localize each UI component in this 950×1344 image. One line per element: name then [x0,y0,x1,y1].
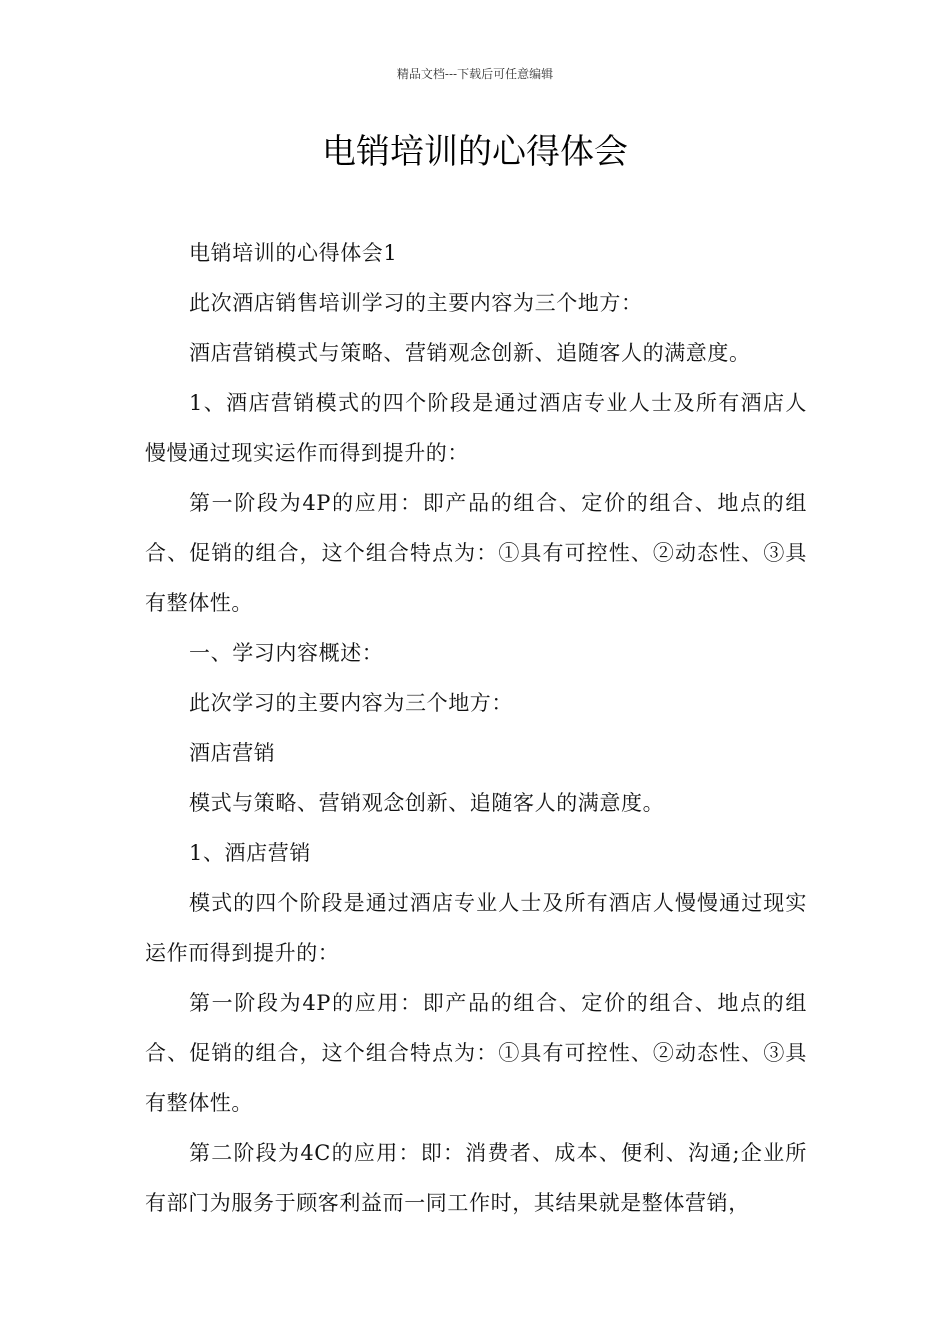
paragraph: 模式与策略、营销观念创新、追随客人的满意度。 [189,791,665,815]
paragraph: 此次学习的主要内容为三个地方： [189,691,513,715]
paragraph: 酒店营销 [189,741,276,765]
paragraph: 第一阶段为4P的应用：即产品的组合、定价的组合、地点的组合、促销的组合，这个组合特点为：①具有可控性、②动态性、③具有整体性。 [145,491,807,615]
paragraph: 此次酒店销售培训学习的主要内容为三个地方： [189,291,643,315]
paragraph: 一、学习内容概述： [189,641,384,665]
paragraph: 1、酒店营销 [189,841,311,865]
paragraph: 酒店营销模式与策略、营销观念创新、追随客人的满意度。 [189,341,751,365]
document-body [145,228,807,1228]
page-header: 精品文档---下载后可任意编辑 [396,67,554,81]
paragraph: 第一阶段为4P的应用：即产品的组合、定价的组合、地点的组合、促销的组合，这个组合特点为：①具有可控性、②动态性、③具有整体性。 [145,991,807,1115]
paragraph: 第二阶段为4C的应用：即：消费者、成本、便利、沟通;企业所有部门为服务于顾客利益而一同工作时，其结果就是整体营销， [145,1141,807,1215]
document-title: 电销培训的心得体会 [322,132,628,172]
paragraph: 模式的四个阶段是通过酒店专业人士及所有酒店人慢慢通过现实运作而得到提升的： [145,891,807,965]
paragraph: 1、酒店营销模式的四个阶段是通过酒店专业人士及所有酒店人慢慢通过现实运作而得到提升的： [145,391,807,465]
paragraph: 电销培训的心得体会1 [189,241,398,265]
